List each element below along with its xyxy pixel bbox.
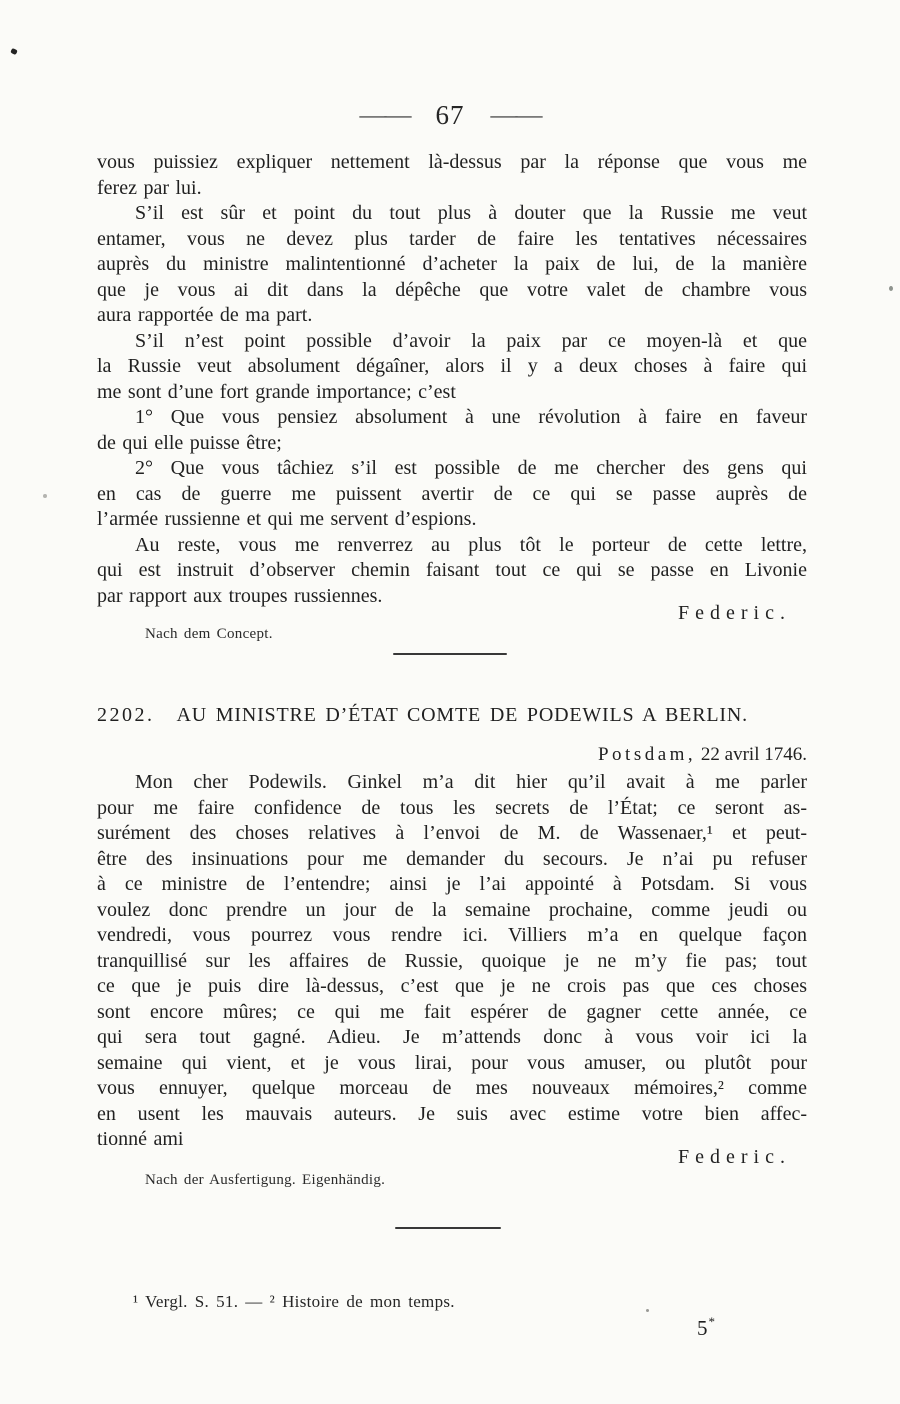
text-line: tionné ami (97, 1128, 184, 1150)
text-line: 2° Que vous tâchiez s’il est possible de me chercher des gens qui (135, 457, 807, 479)
letter1-body (97, 150, 807, 609)
letter1-source-note: Nach dem Concept. (145, 626, 273, 642)
ink-speck (43, 494, 47, 498)
footnote-divider-rule (395, 1227, 501, 1229)
text-line: Mon cher Podewils. Ginkel m’a dit hier qu’il avait à me parler (135, 771, 807, 793)
text-line: me sont d’une fort grande importance; c’est (97, 380, 456, 403)
text-line: de qui elle puisse être; (97, 431, 282, 454)
text-line: par rapport aux troupes russiennes. (97, 584, 383, 607)
text-line: que je vous ai dit dans la dépêche que votre valet de chambre vous (97, 278, 807, 301)
text-line: la Russie veut absolument dégaîner, alors il y a deux choses à faire qui (97, 355, 807, 377)
text-line: à ce ministre de l’entendre; ainsi je l’ai appointé à Potsdam. Si vous (97, 873, 807, 895)
header-dash-right: —— (490, 102, 541, 128)
dateline-date: 22 avril 1746. (696, 744, 807, 765)
dateline-place: Potsdam, (597, 744, 697, 765)
text-line: S’il est sûr et point du tout plus à douter que la Russie me veut (135, 202, 807, 224)
ink-speck (646, 1309, 649, 1312)
letter2-number: 2202. (97, 704, 155, 726)
text-line: qui sera tout gagné. Adieu. Je m’attends donc à vous voir ici la (97, 1026, 807, 1048)
text-line: auprès du ministre malintentionné d’acheter la paix de lui, de la manière (97, 253, 807, 275)
text-line: vous ennuyer, quelque morceau de mes nouveaux mémoires,² comme (97, 1077, 807, 1099)
text-line: vendredi, vous pourrez vous rendre ici. Villiers m’a en quelque façon (97, 924, 807, 946)
text-line: en cas de guerre me puissent avertir de ce qui se passe auprès de (97, 482, 807, 505)
text-line: ferez par lui. (97, 176, 202, 199)
text-line: semaine qui vient, et je vous lirai, pour vous amuser, ou plutôt pour (97, 1051, 807, 1074)
sheet-signature-marker (697, 1314, 715, 1341)
text-line: Au reste, vous me renverrez au plus tôt le porteur de cette lettre, (135, 533, 807, 556)
text-line: être des insinuations pour me demander du secours. Je n’ai pu refuser (97, 847, 807, 870)
text-line: surément des choses relatives à l’envoi de M. de Wassenaer,¹ et peut- (97, 822, 807, 844)
text-line: tranquillisé sur les affaires de Russie, quoique je ne m’y fie pas; tout (97, 949, 807, 972)
text-line: vous puissiez expliquer nettement là-dessus par la réponse que vous me (97, 151, 807, 173)
text-line: aura rapportée de ma part. (97, 304, 313, 326)
letter2-heading (97, 704, 807, 727)
text-line: S’il n’est point possible d’avoir la paix par ce moyen-là et que (135, 329, 807, 352)
sheet-star: * (708, 1314, 715, 1329)
page-number: 67 (435, 100, 465, 130)
header-dash-left: —— (359, 102, 410, 128)
letter1-signature: Federic. (678, 602, 791, 624)
text-line: entamer, vous ne devez plus tarder de faire les tentatives nécessaires (97, 227, 807, 250)
ink-speck (10, 48, 18, 55)
text-line: sont encore mûres; ce qui me fait espérer de gagner cette année, ce (97, 1000, 807, 1023)
sheet-number: 5 (697, 1316, 708, 1340)
text-line: voulez donc prendre un jour de la semaine prochaine, comme jeudi ou (97, 898, 807, 921)
letter2-source-note: Nach der Ausfertigung. Eigenhändig. (145, 1172, 386, 1188)
text-line: pour me faire confidence de tous les secrets de l’État; ce seront as- (97, 796, 807, 819)
letter2-title: AU MINISTRE D’ÉTAT COMTE DE PODEWILS A BERLIN. (176, 704, 748, 726)
section-divider-rule (393, 653, 507, 655)
text-line: en usent les mauvais auteurs. Je suis avec estime votre bien affec- (97, 1102, 807, 1125)
letter2-body (97, 770, 807, 1153)
running-head (0, 100, 900, 131)
text-line: qui est instruit d’observer chemin faisant tout ce qui se passe en Livonie (97, 559, 807, 581)
text-line: ce que je puis dire là-dessus, c’est que je ne crois pas que ces choses (97, 975, 807, 997)
text-line: 1° Que vous pensiez absolument à une révolution à faire en faveur (135, 406, 807, 428)
letter2-dateline (97, 744, 807, 766)
footnote: ¹ Vergl. S. 51. — ² Histoire de mon temps. (133, 1292, 455, 1311)
ink-speck (889, 286, 893, 291)
text-line: l’armée russienne et qui me servent d’espions. (97, 508, 477, 530)
letter2-signature: Federic. (678, 1146, 791, 1168)
